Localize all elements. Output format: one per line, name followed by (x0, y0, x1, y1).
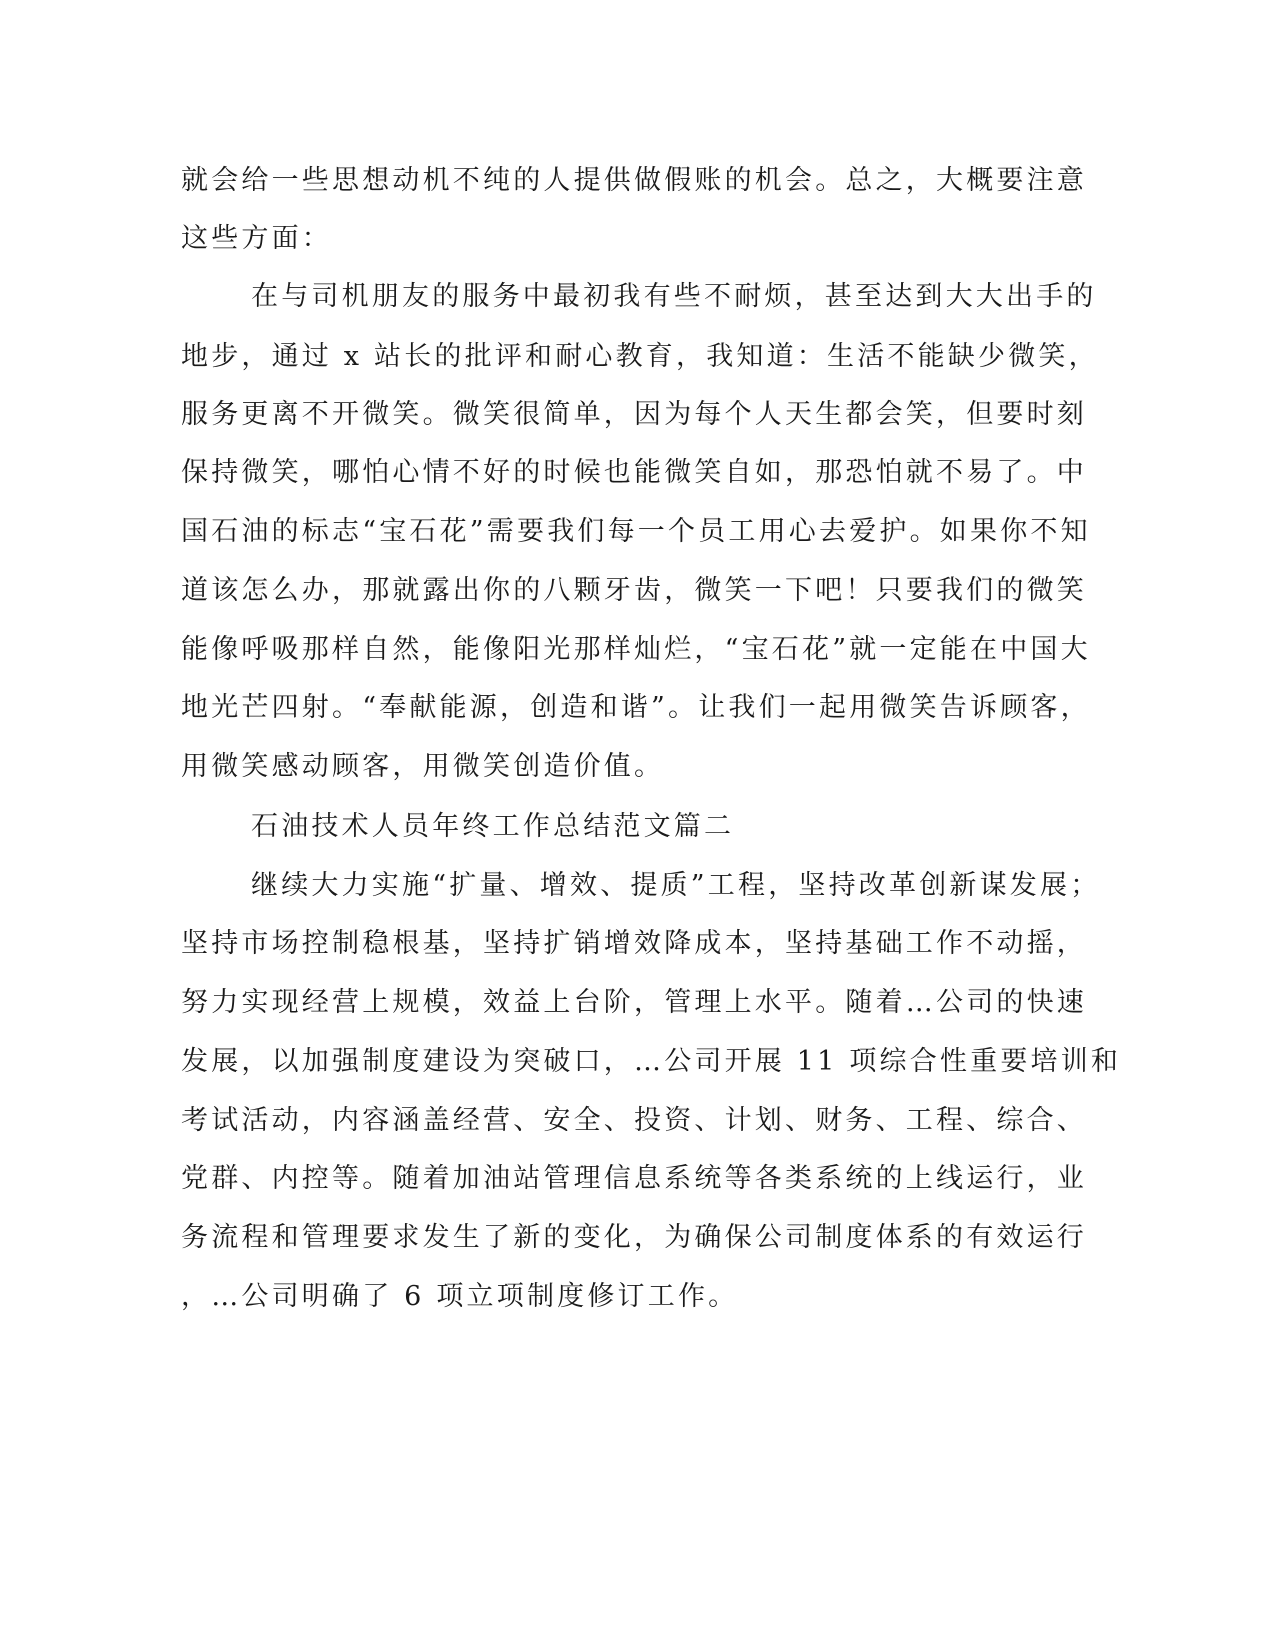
text-line: 保持微笑，哪怕心情不好的时候也能微笑自如，那恐怕就不易了。中 (181, 457, 1087, 488)
text-line: 坚持市场控制稳根基，坚持扩销增效降成本，坚持基础工作不动摇， (181, 928, 1087, 959)
text-line: 努力实现经营上规模，效益上台阶，管理上水平。随着…公司的快速 (181, 987, 1087, 1018)
text-line: 这些方面： (181, 223, 332, 254)
text-line: 就会给一些思想动机不纯的人提供做假账的机会。总之，大概要注意 (181, 165, 1087, 196)
text-line: 考试活动，内容涵盖经营、安全、投资、计划、财务、工程、综合、 (181, 1105, 1087, 1136)
section-heading: 石油技术人员年终工作总结范文篇二 (251, 811, 735, 842)
text-line: 务流程和管理要求发生了新的变化，为确保公司制度体系的有效运行 (181, 1222, 1087, 1253)
text-line: ，…公司明确了 6 项立项制度修订工作。 (181, 1281, 739, 1312)
text-line: 继续大力实施“扩量、增效、提质”工程，坚持改革创新谋发展； (251, 870, 1101, 901)
text-line: 党群、内控等。随着加油站管理信息系统等各类系统的上线运行，业 (181, 1163, 1087, 1194)
text-line: 道该怎么办，那就露出你的八颗牙齿，微笑一下吧！只要我们的微笑 (181, 575, 1087, 606)
text-line: 国石油的标志“宝石花”需要我们每一个员工用心去爱护。如果你不知 (181, 516, 1091, 547)
text-line: 服务更离不开微笑。微笑很简单，因为每个人天生都会笑，但要时刻 (181, 399, 1087, 430)
text-line: 地步，通过 x 站长的批评和耐心教育，我知道：生活不能缺少微笑， (181, 341, 1099, 372)
text-line: 发展，以加强制度建设为突破口，…公司开展 11 项综合性重要培训和 (181, 1046, 1122, 1077)
text-line: 在与司机朋友的服务中最初我有些不耐烦，甚至达到大大出手的 (251, 281, 1097, 312)
text-line: 地光芒四射。“奉献能源，创造和谐”。让我们一起用微笑告诉顾客， (181, 692, 1091, 723)
text-line: 用微笑感动顾客，用微笑创造价值。 (181, 751, 665, 782)
text-line: 能像呼吸那样自然，能像阳光那样灿烂，“宝石花”就一定能在中国大 (181, 634, 1091, 665)
